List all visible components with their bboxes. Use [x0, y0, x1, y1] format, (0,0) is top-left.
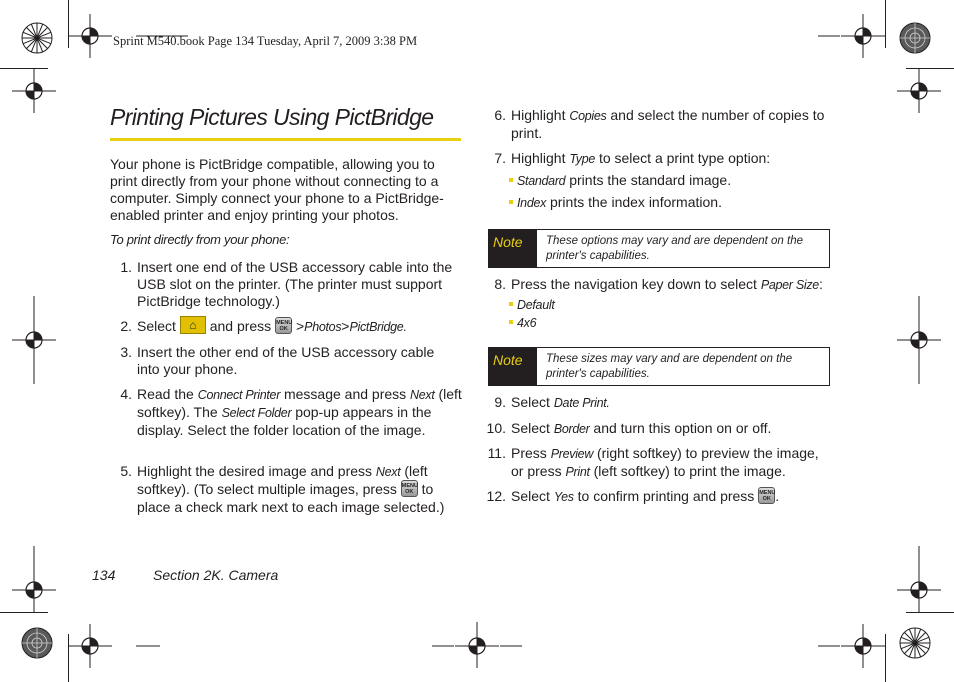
list-item: Standard prints the standard image.: [509, 172, 731, 190]
softkey-name: Print: [565, 465, 590, 479]
screen-name: Select Folder: [221, 406, 292, 420]
bullet-icon: [509, 320, 513, 324]
step-number: 4.: [120, 386, 132, 402]
step-number: 11.: [487, 445, 506, 461]
step-text: Insert one end of the USB accessory cable into the USB slot on the printer. (The printer must support PictBridge technology.): [137, 259, 453, 309]
option-name: Type: [569, 152, 596, 166]
note-box: [488, 347, 830, 386]
note-label: Note: [489, 230, 537, 267]
softkey-name: Preview: [550, 447, 594, 461]
step-number: 6.: [494, 107, 506, 123]
step-number: 8.: [494, 276, 506, 292]
bullet-icon: [509, 178, 513, 182]
menu-ok-key-icon: MENU OK: [401, 480, 418, 497]
separator: >: [341, 318, 350, 334]
bullet-icon: [509, 200, 513, 204]
step-number: 1.: [120, 259, 132, 275]
option-name: Yes: [553, 490, 574, 504]
print-header: Sprint M540.book Page 134 Tuesday, April 7, 2009 3:38 PM: [113, 34, 418, 48]
screen-name: Connect Printer: [197, 388, 281, 402]
softkey-name: Next: [410, 388, 435, 402]
page-title: Printing Pictures Using PictBridge: [110, 104, 434, 130]
option-name: Date Print: [553, 396, 607, 410]
step-number: 9.: [494, 394, 506, 410]
section-title: Section 2K. Camera: [153, 567, 279, 583]
intro-paragraph: Your phone is PictBridge compatible, allowing you to print directly from your phone without connecting to a computer. Simply connect your phone to a PictBridge-enabled printer and enjoy printing your photos.: [110, 156, 444, 223]
lead-in: To print directly from your phone:: [110, 232, 290, 247]
menu-path-pictbridge: PictBridge: [349, 320, 404, 334]
list-item: 4x6: [509, 314, 536, 332]
step-number: 5.: [120, 463, 132, 479]
home-icon: ⌂: [180, 316, 206, 334]
note-text: These options may vary and are dependent on the printer's capabilities.: [546, 235, 804, 262]
step-text: Select: [137, 318, 176, 334]
page-number: 134: [92, 567, 116, 583]
step-number: 3.: [120, 344, 132, 360]
menu-path-photos: Photos: [304, 320, 342, 334]
softkey-name: Next: [375, 465, 401, 479]
step-text: and press: [209, 318, 272, 334]
bullet-icon: [509, 302, 513, 306]
list-item: Index prints the index information.: [509, 194, 722, 212]
option-name: Copies: [569, 109, 607, 123]
separator: >: [295, 318, 305, 334]
step-number: 7.: [494, 150, 506, 166]
note-label: Note: [489, 348, 537, 385]
option-name: Border: [553, 422, 590, 436]
menu-ok-key-icon: MENU OK: [275, 317, 292, 334]
step-number: 2.: [120, 318, 132, 334]
title-rule: [110, 138, 461, 141]
step-text: Insert the other end of the USB accessory cable into your phone.: [137, 344, 435, 377]
step-number: 12.: [486, 488, 506, 504]
option-name: Paper Size: [760, 278, 819, 292]
note-text: These sizes may vary and are dependent on the printer's capabilities.: [546, 353, 793, 380]
list-item: Default: [509, 296, 555, 314]
menu-ok-key-icon: MENU OK: [758, 487, 775, 504]
step-number: 10.: [486, 420, 506, 436]
note-box: [488, 229, 830, 268]
